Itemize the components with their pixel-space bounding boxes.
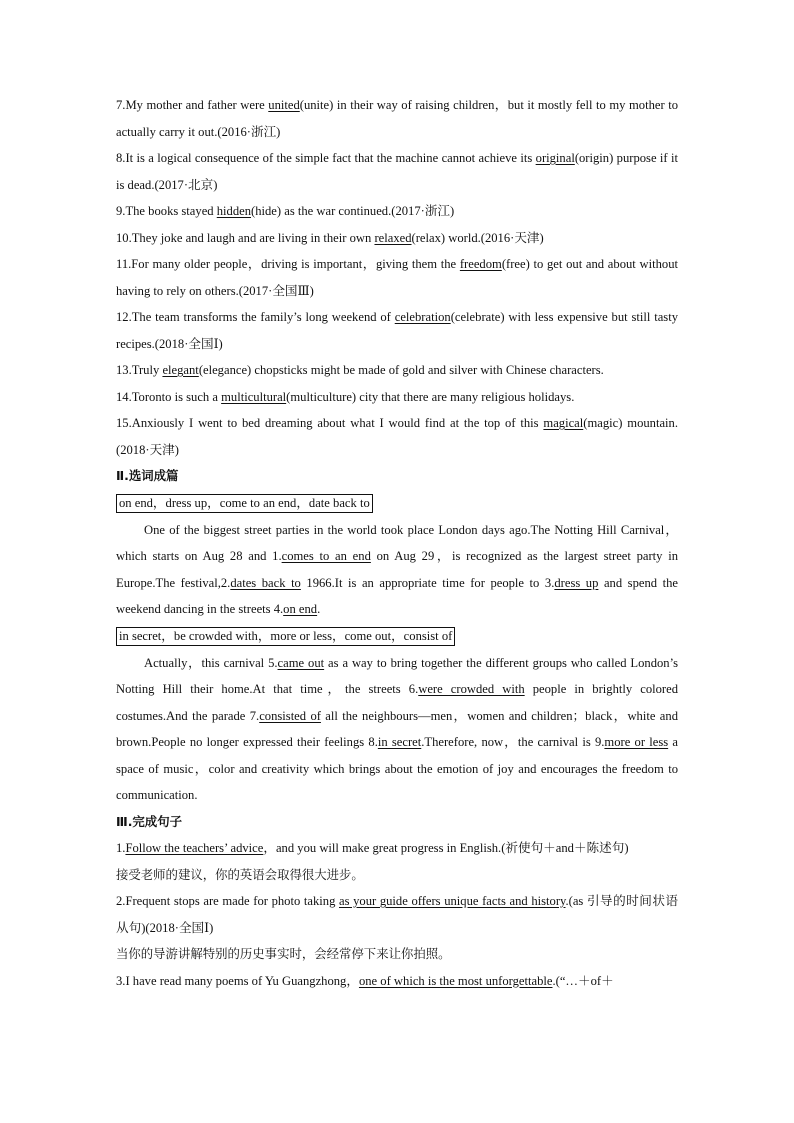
answer-blank: united xyxy=(268,98,300,112)
exercise-item: 14.Toronto is such a multicultural(multiculture) city that there are many religious holidays. xyxy=(116,389,575,404)
answer-blank: Follow the teachers’ advice xyxy=(125,841,264,855)
answer-blank: more or less xyxy=(604,735,669,749)
answer-blank: freedom xyxy=(459,257,502,271)
word-bank-box-1: on end，dress up，come to an end，date back to xyxy=(116,494,373,513)
sentence-item-2: 2.Frequent stops are made for photo taking as your guide offers unique facts and history.(as 引导的时间状语从句)(2018·全国Ⅰ) xyxy=(116,894,678,935)
answer-blank: came out xyxy=(277,655,325,670)
exercise-item: 13.Truly elegant(elegance) chopsticks might be made of gold and silver with Chinese characters. xyxy=(116,363,604,377)
exercise-item: 12.The team transforms the family’s long weekend of celebration(celebrate) with less expensive but still tasty recipes.(2018·全国Ⅰ) xyxy=(116,310,678,351)
section-heading-3: Ⅲ.完成句子 xyxy=(116,813,182,829)
answer-blank: original xyxy=(535,151,575,165)
section-heading-2: Ⅱ.选词成篇 xyxy=(116,468,179,483)
sentence-item-1: 1.Follow the teachers’ advice，and you will make great progress in English.(祈使句＋and＋陈述句) xyxy=(116,841,629,855)
exercise-item: 9.The books stayed hidden(hide) as the war continued.(2017·浙江) xyxy=(116,204,455,218)
passage-paragraph-1: One of the biggest street parties in the world took place London days ago.The Notting Hill Carnival，which starts on Aug 28 and 1.comes to an end on Aug 29，is recognized as the largest street party in Europe.The festival,2.dates back to 1966.It is an appropriate time for people to 3.dress up and spend the weekend dancing in the streets 4.on end. xyxy=(116,522,679,616)
answer-blank: hidden xyxy=(216,204,252,218)
answer-blank: relaxed xyxy=(374,230,412,245)
answer-blank: magical xyxy=(543,416,584,430)
sentence-item-3: 3.I have read many poems of Yu Guangzhong，one of which is the most unforgettable.(“…＋of＋ xyxy=(116,973,614,988)
answer-blank: dress up xyxy=(554,575,599,590)
exercise-item: 15.Anxiously I went to bed dreaming about what I would find at the top of this magical(magic) mountain.(2018·天津) xyxy=(116,416,678,457)
document-page xyxy=(116,92,678,994)
sentence-translation-1: 接受老师的建议，你的英语会取得很大进步。 xyxy=(116,866,364,882)
answer-blank: elegant xyxy=(162,363,199,377)
answer-blank: consisted of xyxy=(259,708,321,723)
answer-blank: dates back to xyxy=(230,575,301,590)
answer-blank: one of which is the most unforgettable xyxy=(358,973,553,988)
answer-blank: were crowded with xyxy=(418,682,525,696)
answer-blank: celebration xyxy=(394,310,451,324)
exercise-item: 11.For many older people，driving is important，giving them the freedom(free) to get out and about without having to rely on others.(2017·全国Ⅲ) xyxy=(116,257,678,298)
sentence-translation-2: 当你的导游讲解特别的历史事实时，会经常停下来让你拍照。 xyxy=(116,946,451,961)
answer-blank: as your guide offers unique facts and history xyxy=(339,894,566,908)
passage-paragraph-2: Actually，this carnival 5.came out as a way to bring together the different groups who called London’s Notting Hill their home.At that time，the streets 6.were crowded with people in brightly colored costumes.And the parade 7.consisted of all the neighbours—men，women and children；black，white and brown.People no longer expressed their feelings 8.in secret.Therefore, now，the carnival is 9.more or less a space of music，color and creativity which brings about the emotion of joy and encourages the freedom to communication. xyxy=(116,655,679,802)
word-bank-box-2: in secret，be crowded with，more or less，come out，consist of xyxy=(116,627,455,646)
answer-blank: comes to an end xyxy=(281,549,371,563)
exercise-item: 10.They joke and laugh and are living in their own relaxed(relax) world.(2016·天津) xyxy=(116,230,544,245)
exercise-item: 8.It is a logical consequence of the simple fact that the machine cannot achieve its original(origin) purpose if it is dead.(2017·北京) xyxy=(116,151,678,192)
answer-blank: on end xyxy=(283,602,318,616)
exercise-item: 7.My mother and father were united(unite) in their way of raising children，but it mostly fell to my mother to actually carry it out.(2016·浙江) xyxy=(116,98,678,139)
answer-blank: multicultural xyxy=(221,389,287,404)
answer-blank: in secret xyxy=(377,735,422,749)
word-form-exercises xyxy=(116,92,678,463)
